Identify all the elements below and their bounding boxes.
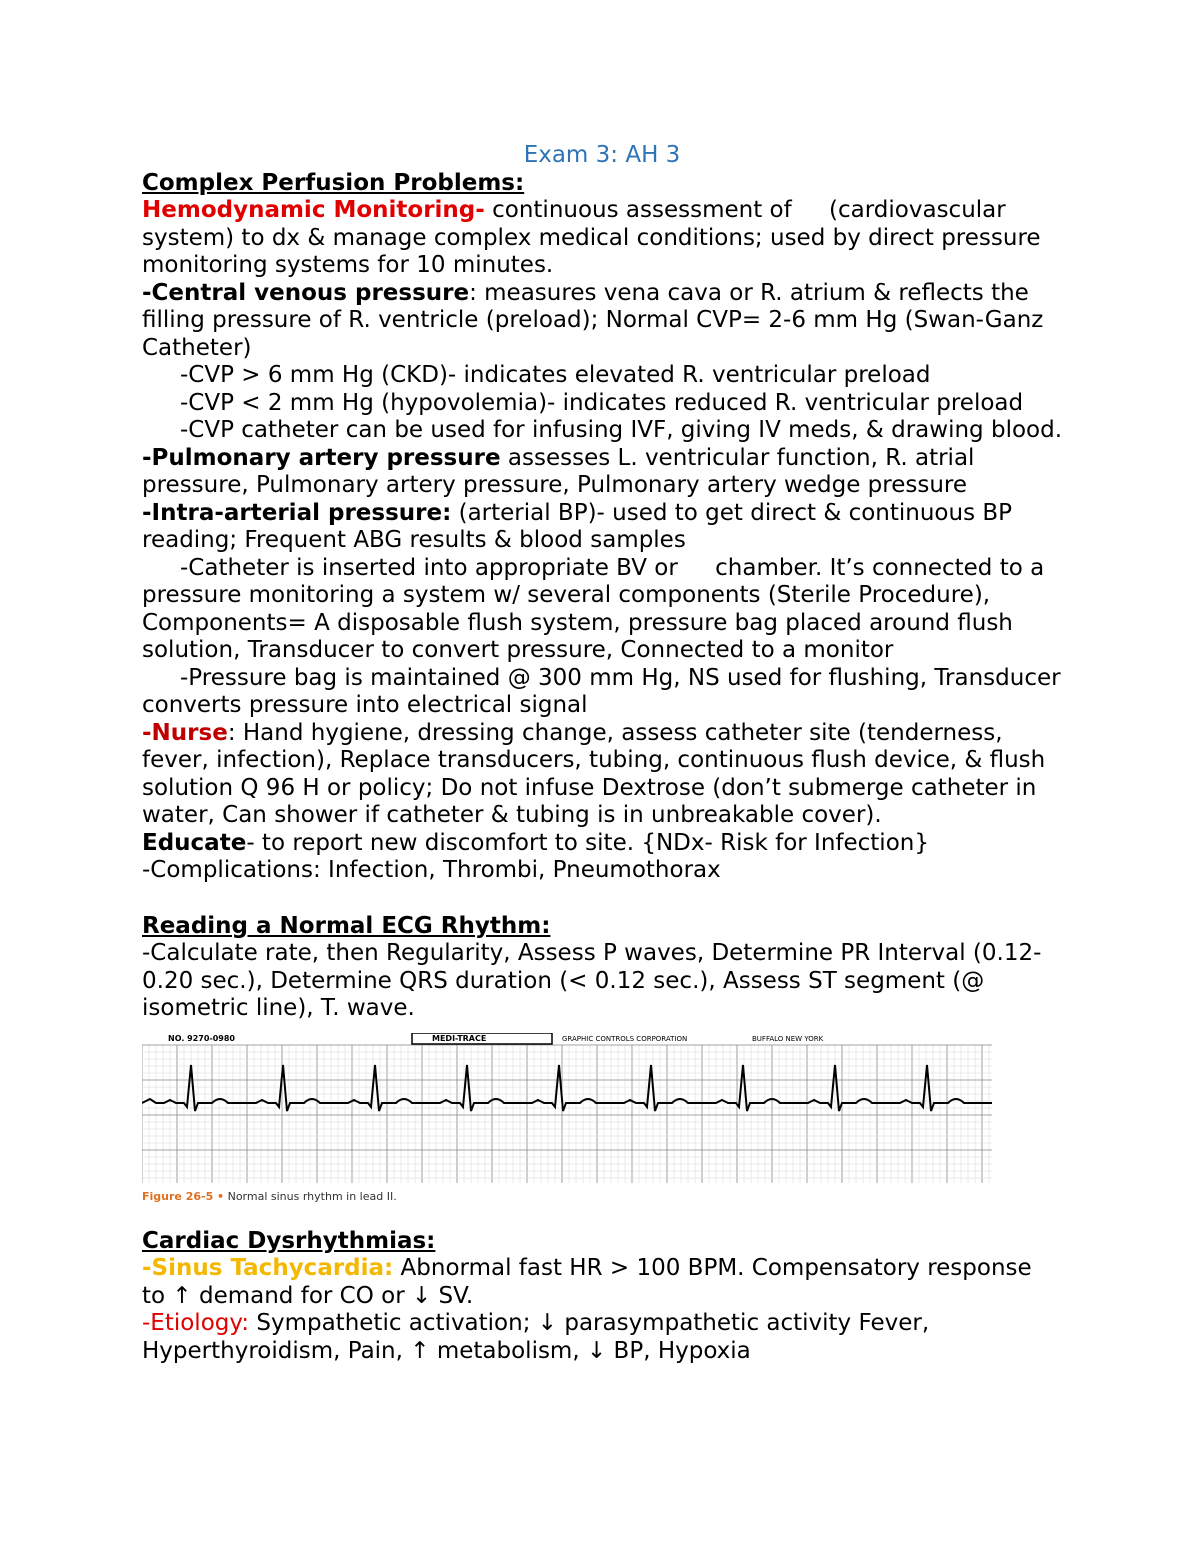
nurse-paragraph: -Nurse: Hand hygiene, dressing change, assess catheter site (tenderness, fever, infection), Replace transducers, tubing, continuous flush device, & flush solution Q 96 H or policy; Do not infuse Dextrose (don’t submerge catheter in water, Can shower if catheter & tubing is in unbreakable cover).: [142, 719, 1046, 828]
section-heading-dysrhythmias: Cardiac Dysrhythmias:: [142, 1227, 436, 1254]
section-heading-perfusion: Complex Perfusion Problems:: [142, 169, 525, 196]
catheter-paragraph: -Catheter is inserted into appropriate BV or chamber. It’s connected to a pressure monitoring a system w/ several components (Sterile Procedure), Components= A disposable flush system, pressure bag placed around flush solution, Transducer to convert pressure, Connected to a monitor: [142, 554, 1045, 663]
educate-paragraph: Educate- to report new discomfort to site. {NDx- Risk for Infection}: [142, 829, 929, 856]
cvp-high: -CVP > 6 mm Hg (CKD)- indicates elevated R. ventricular preload: [180, 362, 931, 388]
cvp-paragraph: -Central venous pressure: measures vena cava or R. atrium & reflects the filling pressure of R. ventricle (preload); Normal CVP= 2-6 mm Hg (Swan-Ganz Catheter): [142, 279, 1044, 361]
ecg-strip: [142, 1033, 992, 1203]
document-page: [142, 140, 1062, 1365]
pap-paragraph: -Pulmonary artery pressure assesses L. ventricular function, R. atrial pressure, Pulmonary artery pressure, Pulmonary artery wedge pressure: [142, 444, 975, 498]
iap-paragraph: -Intra-arterial pressure: (arterial BP)- used to get direct & continuous BP reading; Frequent ABG results & blood samples: [142, 499, 1013, 553]
sinus-tachy-paragraph: -Sinus Tachycardia: Abnormal fast HR > 100 BPM. Compensatory response to ↑ demand for CO or ↓ SV.: [142, 1255, 1032, 1309]
etiology-paragraph: -Etiology: Sympathetic activation; ↓ parasympathetic activity Fever, Hyperthyroidism, Pain, ↑ metabolism, ↓ BP, Hypoxia: [142, 1310, 930, 1364]
ecg-steps: -Calculate rate, then Regularity, Assess P waves, Determine PR Interval (0.12-0.20 sec.), Determine QRS duration (< 0.12 sec.), Assess ST segment (@ isometric line), T. wave.: [142, 940, 1042, 1021]
ecg-header-brand: MEDI-TRACE: [432, 1033, 487, 1043]
hemo-paragraph: Hemodynamic Monitoring- continuous assessment of (cardiovascular system) to dx & manage complex medical conditions; used by direct pressure monitoring systems for 10 minutes.: [142, 197, 1041, 278]
ecg-caption: Figure 26-5 • Normal sinus rhythm in lead II.: [142, 1190, 397, 1203]
ecg-header-city: BUFFALO NEW YORK: [752, 1034, 824, 1043]
page-title: Exam 3: AH 3: [523, 142, 681, 168]
cvp-catheter: -CVP catheter can be used for infusing IVF, giving IV meds, & drawing blood.: [180, 417, 1063, 443]
cvp-low: -CVP < 2 mm Hg (hypovolemia)- indicates reduced R. ventricular preload: [180, 389, 1024, 416]
ecg-strip-chart: [142, 1033, 992, 1183]
complications: -Complications: Infection, Thrombi, Pneumothorax: [142, 857, 721, 883]
ecg-header-number: NO. 9270-0980: [168, 1033, 235, 1043]
ecg-header-company: GRAPHIC CONTROLS CORPORATION: [562, 1034, 688, 1043]
section-heading-ecg: Reading a Normal ECG Rhythm:: [142, 912, 551, 939]
pressure-bag-paragraph: -Pressure bag is maintained @ 300 mm Hg, NS used for flushing, Transducer converts pressure into electrical signal: [142, 664, 1061, 718]
